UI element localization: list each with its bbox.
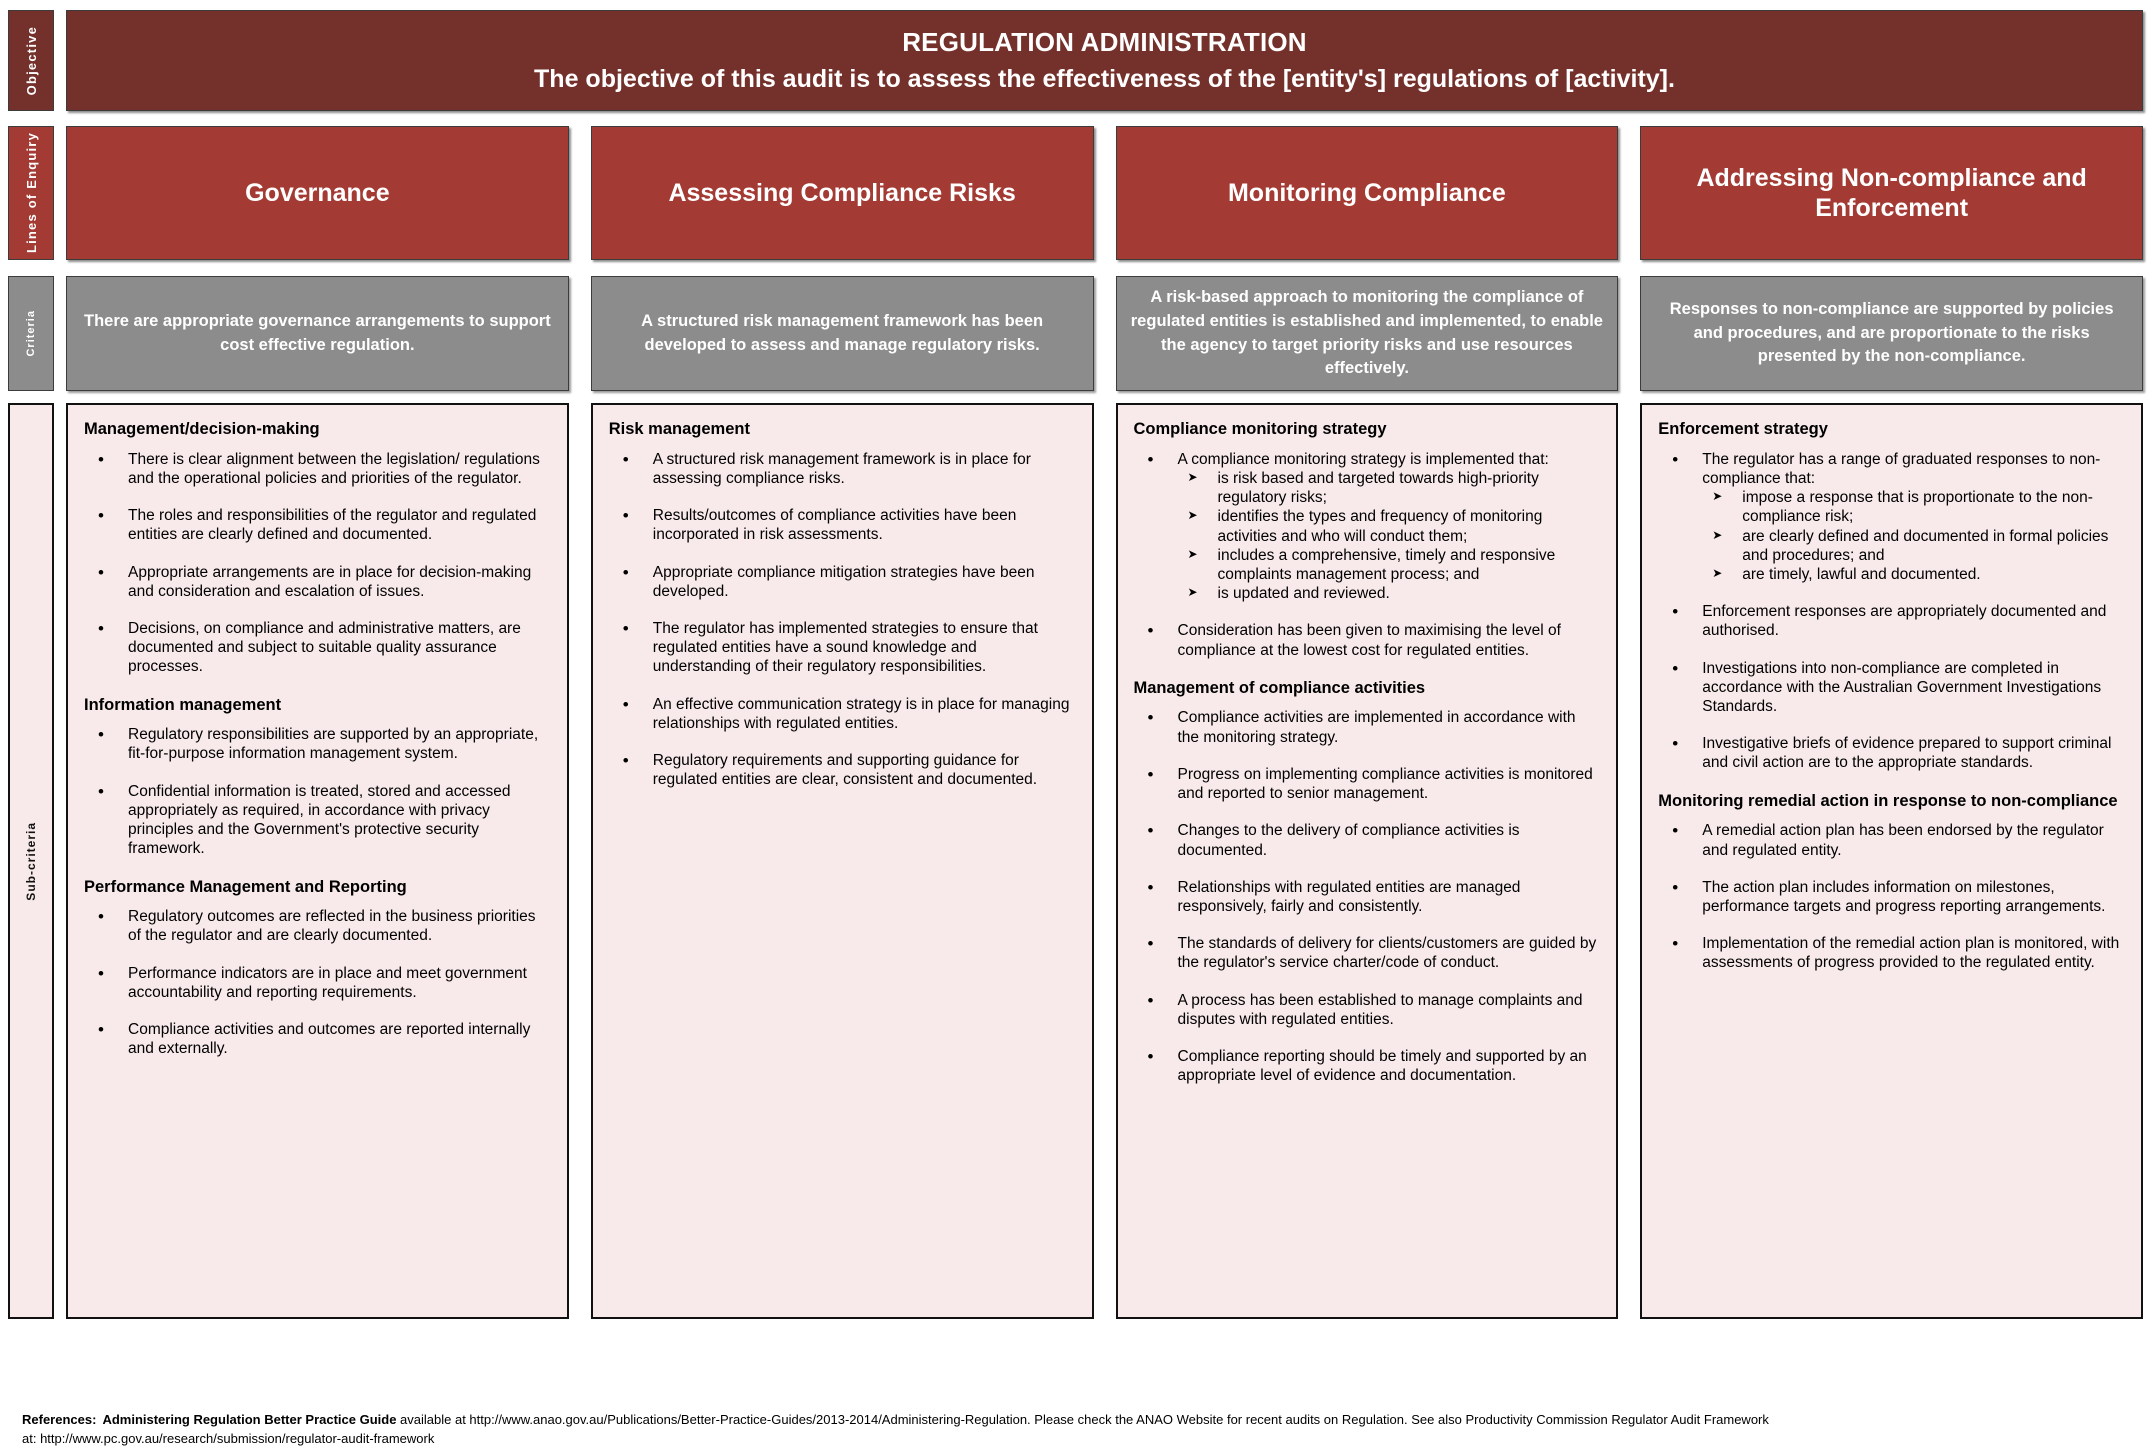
sub-criteria-item-text: Appropriate arrangements are in place for decision-making and consideration and escalation of issues. xyxy=(128,563,532,600)
sub-criteria-item-text: Decisions, on compliance and administrative matters, are documented and subject to suitable quality assurance processes. xyxy=(128,619,521,676)
sub-criteria-item-text: A structured risk management framework is in place for assessing compliance risks. xyxy=(652,450,1031,487)
sub-criteria-list xyxy=(1658,450,2125,773)
sub-criteria-item xyxy=(1134,708,1601,746)
sub-criteria-item xyxy=(84,506,551,544)
sub-criteria-item xyxy=(84,725,551,763)
rail-lines-of-enquiry xyxy=(8,126,54,260)
criteria-text: There are appropriate governance arrangements to support cost effective regulation. xyxy=(84,311,551,354)
sub-criteria-item-text: The regulator has implemented strategies to ensure that regulated entities have a sound knowledge and understanding of their regulatory responsibilities. xyxy=(652,619,1038,676)
line-of-enquiry-label: Monitoring Compliance xyxy=(1227,178,1506,207)
sub-criteria-list xyxy=(1134,450,1601,660)
rail-lines-of-enquiry-label: Lines of Enquiry xyxy=(23,132,39,254)
sub-criteria-item-text: Regulatory responsibilities are supported by an appropriate, fit-for-purpose information management system. xyxy=(128,726,539,763)
rail-criteria-label: Criteria xyxy=(25,310,37,357)
line-of-enquiry-addressing-non-compliance-and-enforcement[interactable] xyxy=(1640,126,2143,260)
sub-criteria-nested-list xyxy=(1178,469,1601,604)
rail-sub-criteria-label: Sub-criteria xyxy=(24,821,38,901)
sub-criteria-item xyxy=(84,907,551,945)
rail-objective-label: Objective xyxy=(23,25,39,96)
rail-sub-criteria xyxy=(8,403,54,1319)
criteria-text: Responses to non-compliance are supported by policies and procedures, and are proportionate to the risks presented by the non-compliance. xyxy=(1669,299,2114,366)
sub-criteria-list xyxy=(84,725,551,858)
sub-criteria-item xyxy=(1658,878,2125,916)
sub-criteria-list xyxy=(84,450,551,677)
sub-criteria-list xyxy=(1134,708,1601,1085)
sub-criteria-nested-item: ➤ identifies the types and frequency of monitoring activities and who will conduct them; xyxy=(1178,507,1601,545)
sub-criteria-item xyxy=(1658,821,2125,859)
references-label: References: xyxy=(22,1412,97,1428)
sub-criteria-item xyxy=(84,619,551,677)
sub-criteria-item xyxy=(1658,659,2125,717)
sub-criteria-item-text: The regulator has a range of graduated responses to non-compliance that: xyxy=(1702,450,2101,487)
sub-criteria-item-text: Implementation of the remedial action plan is monitored, with assessments of progress provided to the regulated entity. xyxy=(1702,935,2120,972)
objective-banner xyxy=(66,10,2143,111)
references-footer xyxy=(22,1411,2133,1449)
criteria-text: A structured risk management framework has been developed to assess and manage regulatory risks. xyxy=(641,311,1044,354)
sub-criteria-item-text: Progress on implementing compliance activities is monitored and reported to senior management. xyxy=(1177,765,1593,803)
sub-criteria-item-text: Regulatory requirements and supporting guidance for regulated entities are clear, consistent and documented. xyxy=(652,752,1038,789)
sub-criteria-item-text: Confidential information is treated, stored and accessed appropriately as required, in accordance with privacy principles and the Government's protective security framework. xyxy=(128,782,511,858)
criteria-assessing-compliance-risks xyxy=(591,276,1094,391)
sub-criteria-item xyxy=(1658,450,2125,585)
sub-criteria-section-heading: Risk management xyxy=(608,420,750,438)
sub-criteria-item xyxy=(1134,621,1601,659)
sub-criteria-item-text: The roles and responsibilities of the regulator and regulated entities are clearly defined and documented. xyxy=(128,507,537,544)
sub-criteria-item xyxy=(84,450,551,488)
sub-criteria-item-text: Results/outcomes of compliance activities have been incorporated in risk assessments. xyxy=(652,507,1017,544)
references-line-1 xyxy=(22,1411,2133,1430)
objective-row xyxy=(8,10,2143,111)
line-of-enquiry-label: Governance xyxy=(245,178,390,207)
sub-criteria-item xyxy=(1134,878,1601,916)
lines-of-enquiry-row xyxy=(8,126,2143,260)
rail-criteria xyxy=(8,276,54,391)
line-of-enquiry-label: Addressing Non-compliance and Enforcement xyxy=(1696,163,2087,222)
sub-criteria-item-text: A compliance monitoring strategy is implemented that: xyxy=(1177,450,1549,468)
sub-criteria-item-text: Compliance reporting should be timely and supported by an appropriate level of evidence and documentation. xyxy=(1177,1048,1587,1085)
sub-criteria-nested-item: ➤ impose a response that is proportionate to the non-compliance risk; xyxy=(1702,488,2125,526)
line-of-enquiry-governance[interactable] xyxy=(66,126,569,260)
line-of-enquiry-monitoring-compliance[interactable] xyxy=(1116,126,1619,260)
sub-criteria-item xyxy=(609,751,1076,789)
sub-criteria-item xyxy=(1134,934,1601,972)
sub-criteria-item xyxy=(609,563,1076,601)
sub-criteria-item xyxy=(1658,734,2125,772)
sub-criteria-item xyxy=(84,563,551,601)
sub-criteria-item-text: Consideration has been given to maximising the level of compliance at the lowest cost for regulated entities. xyxy=(1177,622,1561,659)
sub-criteria-row xyxy=(8,403,2143,1319)
criteria-monitoring-compliance xyxy=(1116,276,1619,391)
objective-statement: The objective of this audit is to assess the effectiveness of the [entity's] regulations of [activity]. xyxy=(534,64,1675,93)
line-of-enquiry-assessing-compliance-risks[interactable] xyxy=(591,126,1094,260)
sub-criteria-nested-item: ➤ are timely, lawful and documented. xyxy=(1702,565,2125,584)
sub-criteria-item-text: Appropriate compliance mitigation strategies have been developed. xyxy=(652,563,1035,600)
sub-criteria-item xyxy=(84,782,551,859)
sub-criteria-item xyxy=(609,695,1076,733)
rail-objective xyxy=(8,10,54,111)
sub-criteria-item xyxy=(1658,934,2125,972)
sub-criteria-list xyxy=(609,450,1076,790)
sub-criteria-nested-list xyxy=(1702,488,2125,584)
sub-criteria-governance xyxy=(66,403,569,1319)
sub-criteria-item xyxy=(609,619,1076,677)
sub-criteria-item-text: Changes to the delivery of compliance activities is documented. xyxy=(1177,822,1520,859)
sub-criteria-section-heading: Management of compliance activities xyxy=(1133,678,1426,697)
criteria-row xyxy=(8,276,2143,391)
sub-criteria-item-text: An effective communication strategy is in place for managing relationships with regulated entities. xyxy=(652,695,1070,732)
sub-criteria-item-text: Regulatory outcomes are reflected in the business priorities of the regulator and are clearly documented. xyxy=(128,908,536,945)
sub-criteria-nested-item: ➤ is risk based and targeted towards high-priority regulatory risks; xyxy=(1178,469,1601,507)
sub-criteria-item xyxy=(1134,765,1601,803)
sub-criteria-list xyxy=(1658,821,2125,972)
sub-criteria-item-text: Enforcement responses are appropriately documented and authorised. xyxy=(1702,603,2107,640)
sub-criteria-item-text: Compliance activities are implemented in accordance with the monitoring strategy. xyxy=(1177,709,1576,746)
sub-criteria-item-text: Investigative briefs of evidence prepared to support criminal and civil action are to the appropriate standards. xyxy=(1702,735,2112,772)
objective-title: REGULATION ADMINISTRATION xyxy=(902,27,1307,57)
sub-criteria-addressing-non-compliance-and-enforcement xyxy=(1640,403,2143,1319)
sub-criteria-section-heading: Performance Management and Reporting xyxy=(84,877,407,896)
references-guide-title: Administering Regulation Better Practice Guide xyxy=(102,1412,397,1428)
criteria-text: A risk-based approach to monitoring the compliance of regulated entities is established and implemented, to enable the agency to target priority risks and use resources effectively. xyxy=(1130,287,1603,378)
sub-criteria-section-heading: Information management xyxy=(84,695,282,714)
sub-criteria-item-text: Relationships with regulated entities are managed responsively, fairly and consistently. xyxy=(1177,878,1521,915)
sub-criteria-item xyxy=(1134,450,1601,604)
sub-criteria-item xyxy=(609,450,1076,488)
sub-criteria-section-heading: Compliance monitoring strategy xyxy=(1133,420,1387,438)
references-line-1-rest: available at http://www.anao.gov.au/Publications/Better-Practice-Guides/2013-2014/Administering-Regulation. Please check the ANAO Website for recent audits on Regulation. See also Productivity Commission Regulator Audit Framework xyxy=(396,1412,1769,1428)
sub-criteria-item xyxy=(1134,821,1601,859)
sub-criteria-item-text: A remedial action plan has been endorsed by the regulator and regulated entity. xyxy=(1702,822,2104,859)
sub-criteria-item-text: Investigations into non-compliance are completed in accordance with the Australian Government Investigations Standards. xyxy=(1702,659,2102,716)
line-of-enquiry-label: Assessing Compliance Risks xyxy=(668,178,1016,207)
sub-criteria-section-heading: Enforcement strategy xyxy=(1658,420,1828,438)
sub-criteria-nested-item: ➤ are clearly defined and documented in formal policies and procedures; and xyxy=(1702,527,2125,565)
sub-criteria-item xyxy=(1134,991,1601,1029)
sub-criteria-list xyxy=(84,907,551,1058)
sub-criteria-item-text: There is clear alignment between the legislation/ regulations and the operational policies and priorities of the regulator. xyxy=(128,450,540,487)
sub-criteria-item-text: Compliance activities and outcomes are reported internally and externally. xyxy=(128,1021,531,1058)
sub-criteria-item-text: Performance indicators are in place and meet government accountability and reporting requirements. xyxy=(128,964,527,1001)
sub-criteria-item xyxy=(609,506,1076,544)
sub-criteria-assessing-compliance-risks xyxy=(591,403,1094,1319)
sub-criteria-item-text: A process has been established to manage complaints and disputes with regulated entities. xyxy=(1177,991,1583,1028)
sub-criteria-monitoring-compliance xyxy=(1116,403,1619,1319)
sub-criteria-section-heading: Management/decision-making xyxy=(84,420,320,438)
sub-criteria-item xyxy=(1658,602,2125,640)
sub-criteria-item-text: The standards of delivery for clients/customers are guided by the regulator's service charter/code of conduct. xyxy=(1177,935,1597,972)
criteria-governance xyxy=(66,276,569,391)
sub-criteria-section-heading: Monitoring remedial action in response to non-compliance xyxy=(1658,791,2118,810)
sub-criteria-item-text: The action plan includes information on milestones, performance targets and progress reporting arrangements. xyxy=(1702,878,2106,915)
criteria-addressing-non-compliance-and-enforcement xyxy=(1640,276,2143,391)
references-line-2: at: http://www.pc.gov.au/research/submission/regulator-audit-framework xyxy=(22,1431,435,1447)
sub-criteria-nested-item: ➤ includes a comprehensive, timely and responsive complaints management process; and xyxy=(1178,546,1601,584)
sub-criteria-item xyxy=(84,1020,551,1058)
sub-criteria-nested-item: ➤ is updated and reviewed. xyxy=(1178,584,1601,603)
sub-criteria-item xyxy=(1134,1047,1601,1085)
sub-criteria-item xyxy=(84,964,551,1002)
